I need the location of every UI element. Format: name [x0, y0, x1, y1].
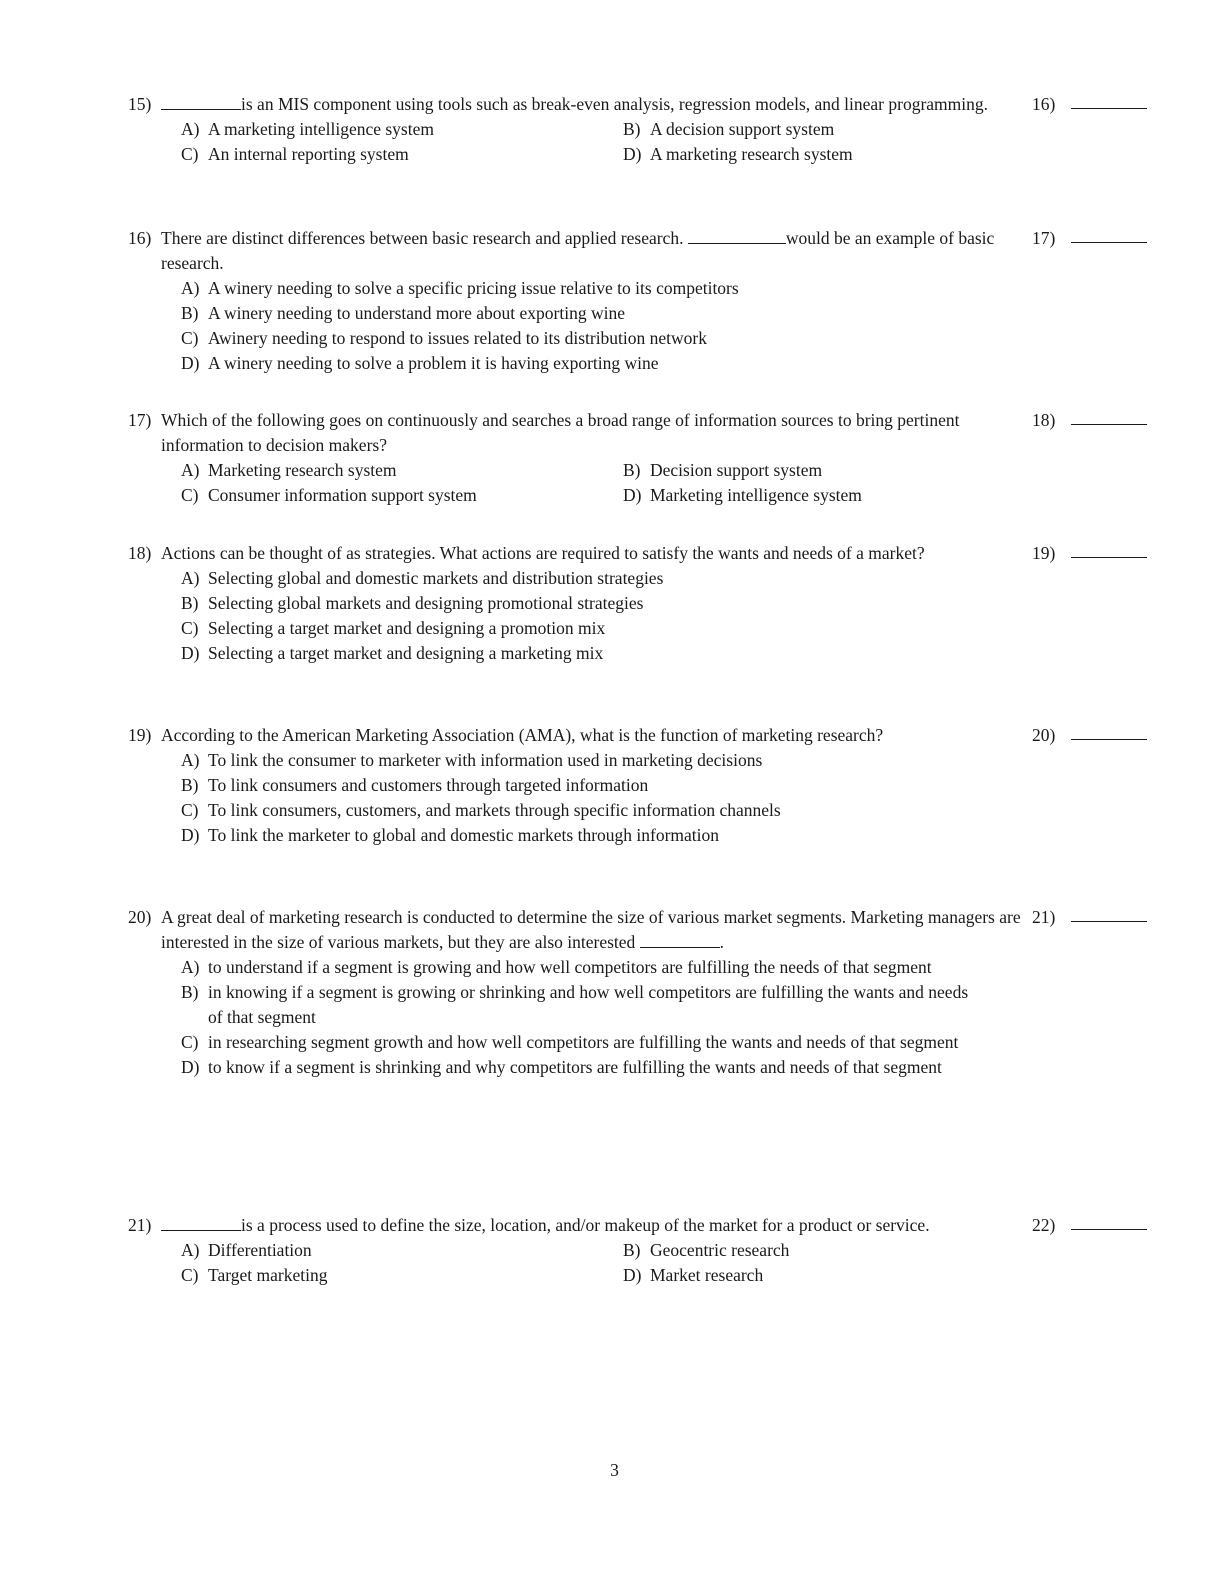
question-number: 21): [128, 1215, 152, 1235]
option-c: C) Consumer information support system: [181, 485, 477, 505]
option-a: A) A marketing intelligence system: [181, 119, 434, 139]
option-b: B) Geocentric research: [623, 1240, 790, 1260]
options: [181, 955, 981, 1080]
question-text: Actions can be thought of as strategies. What actions are required to satisfy the wants and needs of a market?: [161, 543, 925, 563]
answer-slot: [1032, 541, 1148, 566]
option-c: C) Selecting a target market and designing a promotion mix: [181, 618, 606, 638]
option-c: C) To link consumers, customers, and markets through specific information channels: [181, 800, 781, 820]
question-number: 19): [128, 725, 152, 745]
option-c: C) Awinery needing to respond to issues related to its distribution network: [181, 328, 708, 348]
options: [181, 276, 981, 376]
answer-label: 17): [1032, 228, 1056, 248]
question-stem: [128, 905, 1031, 955]
option-b: B) A decision support system: [623, 119, 835, 139]
question-text: A great deal of marketing research is conducted to determine the size of various market segments. Marketing managers are interested in the size of various markets, but they are also interested: [161, 907, 1021, 952]
option-d: D) Market research: [623, 1265, 764, 1285]
answer-label: 22): [1032, 1215, 1056, 1235]
answer-line[interactable]: [1071, 557, 1147, 558]
answer-line[interactable]: [1071, 1229, 1147, 1230]
options: [181, 1238, 1148, 1288]
question-text: is an MIS component using tools such as break-even analysis, regression models, and linear programming.: [241, 94, 988, 114]
question-stem: [128, 226, 1031, 276]
question-number: 16): [128, 228, 152, 248]
answer-slot: [1032, 1213, 1148, 1238]
answer-label: 20): [1032, 725, 1056, 745]
question-number: 17): [128, 410, 152, 430]
answer-blank: [161, 1214, 241, 1231]
option-d: D) A winery needing to solve a problem it is having exporting wine: [181, 353, 659, 373]
option-a: A) To link the consumer to marketer with information used in marketing decisions: [181, 750, 763, 770]
option-b: B) A winery needing to understand more about exporting wine: [181, 303, 625, 323]
option-d: D) Marketing intelligence system: [623, 485, 862, 505]
question-19: [128, 723, 1148, 848]
option-c: C) in researching segment growth and how well competitors are fulfilling the wants and needs of that segment: [181, 1032, 959, 1052]
option-b: B) in knowing if a segment is growing or shrinking and how well competitors are fulfilling the wants and needs of that segment: [181, 982, 969, 1027]
option-d: D) A marketing research system: [623, 144, 853, 164]
question-number: 18): [128, 543, 152, 563]
options: [181, 458, 1148, 508]
option-b: B) To link consumers and customers through targeted information: [181, 775, 649, 795]
answer-label: 19): [1032, 543, 1056, 563]
answer-line[interactable]: [1071, 739, 1147, 740]
option-c: C) An internal reporting system: [181, 144, 409, 164]
question-15: [128, 92, 1148, 167]
question-stem: [128, 541, 1031, 566]
question-18: [128, 541, 1148, 666]
question-17: [128, 408, 1148, 508]
answer-line[interactable]: [1071, 921, 1147, 922]
options: [181, 566, 981, 666]
question-number: 20): [128, 907, 152, 927]
answer-slot: [1032, 92, 1148, 117]
answer-slot: [1032, 226, 1148, 251]
question-text-end: .: [719, 932, 725, 952]
page-number: 3: [610, 1460, 619, 1480]
option-b: B) Selecting global markets and designing promotional strategies: [181, 593, 644, 613]
option-d: D) Selecting a target market and designing a marketing mix: [181, 643, 604, 663]
question-20: [128, 905, 1148, 1080]
question-text: There are distinct differences between basic research and applied research.: [161, 228, 688, 248]
answer-blank: [640, 931, 720, 948]
question-stem: [128, 723, 1031, 748]
question-text-continued: would be an example of basic research.: [161, 228, 995, 273]
options: [181, 748, 981, 848]
answer-line[interactable]: [1071, 108, 1147, 109]
option-b: B) Decision support system: [623, 460, 823, 480]
question-16: [128, 226, 1148, 376]
options: [181, 117, 1148, 167]
answer-label: 18): [1032, 410, 1056, 430]
option-d: D) to know if a segment is shrinking and why competitors are fulfilling the wants and needs of that segment: [181, 1057, 942, 1077]
answer-label: 21): [1032, 907, 1056, 927]
answer-slot: [1032, 408, 1148, 433]
option-d: D) To link the marketer to global and domestic markets through information: [181, 825, 720, 845]
question-number: 15): [128, 94, 152, 114]
question-stem: [128, 92, 1031, 117]
question-text: According to the American Marketing Association (AMA), what is the function of marketing research?: [161, 725, 884, 745]
question-stem: [128, 408, 1031, 458]
question-21: [128, 1213, 1148, 1288]
option-a: A) to understand if a segment is growing and how well competitors are fulfilling the needs of that segment: [181, 957, 932, 977]
question-text: Which of the following goes on continuously and searches a broad range of information sources to bring pertinent information to decision makers?: [161, 410, 960, 455]
answer-blank: [161, 93, 241, 110]
answer-line[interactable]: [1071, 424, 1147, 425]
answer-slot: [1032, 905, 1148, 930]
question-text: is a process used to define the size, location, and/or makeup of the market for a product or service.: [241, 1215, 930, 1235]
answer-label: 16): [1032, 94, 1056, 114]
option-a: A) Selecting global and domestic markets and distribution strategies: [181, 568, 664, 588]
answer-blank: [688, 227, 786, 244]
question-stem: [128, 1213, 1031, 1238]
option-a: A) Differentiation: [181, 1240, 312, 1260]
answer-slot: [1032, 723, 1148, 748]
answer-line[interactable]: [1071, 242, 1147, 243]
option-a: A) A winery needing to solve a specific pricing issue relative to its competitors: [181, 278, 739, 298]
option-a: A) Marketing research system: [181, 460, 397, 480]
option-c: C) Target marketing: [181, 1265, 328, 1285]
